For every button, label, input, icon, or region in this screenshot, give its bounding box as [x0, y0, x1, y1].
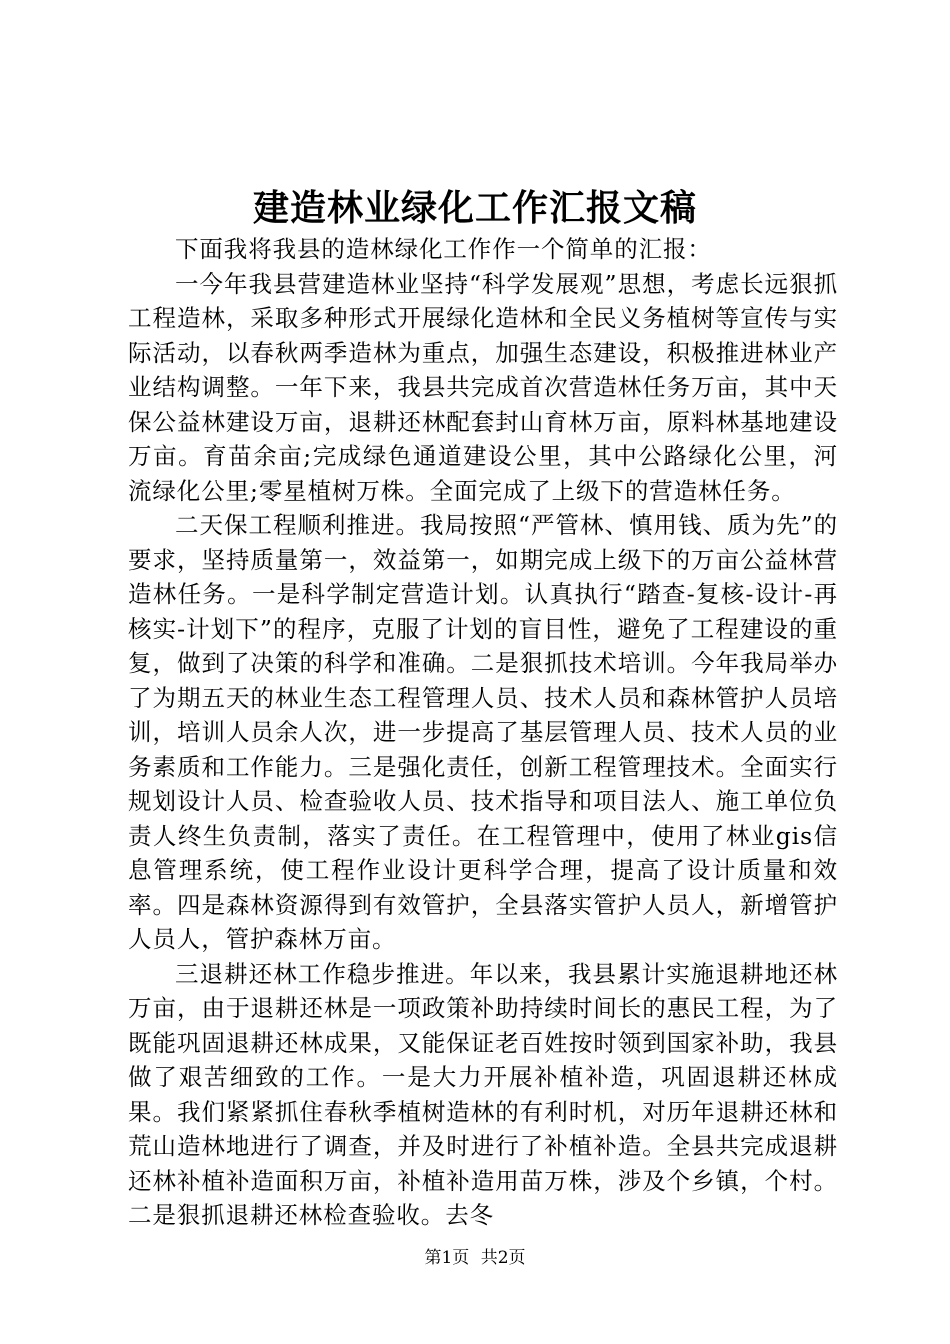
paragraph-section-2: 二天保工程顺利推进。我局按照“严管林、慎用钱、质为先”的要求，坚持质量第一，效益第一，如期完成上级下的万亩公益林营造林任务。一是科学制定营造计划。认真执行“踏查-复核-设计-再核实-计划下”的程序，克服了计划的盲目性，避免了工程建设的重复，做到了决策的科学和准确。二是狠抓技术培训。今年我局举办了为期五天的林业生态工程管理人员、技术人员和森林管护人员培训，培训人员余人次，进一步提高了基层管理人员、技术人员的业务素质和工作能力。三是强化责任，创新工程管理技术。全面实行规划设计人员、检查验收人员、技术指导和项目法人、施工单位负责人终生负责制，落实了责任。在工程管理中，使用了林业gis信息管理系统，使工程作业设计更科学合理，提高了设计质量和效率。四是森林资源得到有效管护，全县落实管护人员人，新增管护人员人，管护森林万亩。: [128, 511, 838, 953]
page-number: 第1页: [424, 1248, 470, 1268]
document-title: 建造林业绿化工作汇报文稿: [252, 187, 697, 229]
paragraph-section-3: 三退耕还林工作稳步推进。年以来，我县累计实施退耕地还林万亩，由于退耕还林是一项政策补助持续时间长的惠民工程，为了既能巩固退耕还林成果，又能保证老百姓按时领到国家补助，我县做了艰苦细致的工作。一是大力开展补植补造，巩固退耕还林成果。我们紧紧抓住春秋季植树造林的有利时机，对历年退耕还林和荒山造林地进行了调查，并及时进行了补植补造。全县共完成退耕还林补植补造面积万亩，补植补造用苗万株，涉及个乡镇，个村。二是狠抓退耕还林检查验收。去冬: [128, 959, 838, 1229]
paragraph-section-1: 一今年我县营建造林业坚持“科学发展观”思想，考虑长远狠抓工程造林，采取多种形式开展绿化造林和全民义务植树等宣传与实际活动，以春秋两季造林为重点，加强生态建设，积极推进林业产业结构调整。一年下来，我县共完成首次营造林任务万亩，其中天保公益林建设万亩，退耕还林配套封山育林万亩，原料林基地建设万亩。育苗余亩;完成绿色通道建设公里，其中公路绿化公里，河流绿化公里;零星植树万株。全面完成了上级下的营造林任务。: [128, 269, 838, 505]
page-footer: [0, 1246, 950, 1270]
document-body: [128, 232, 838, 1233]
page-total: 共2页: [480, 1248, 526, 1268]
paragraph-intro: 下面我将我县的造林绿化工作作一个简单的汇报：: [175, 235, 712, 263]
